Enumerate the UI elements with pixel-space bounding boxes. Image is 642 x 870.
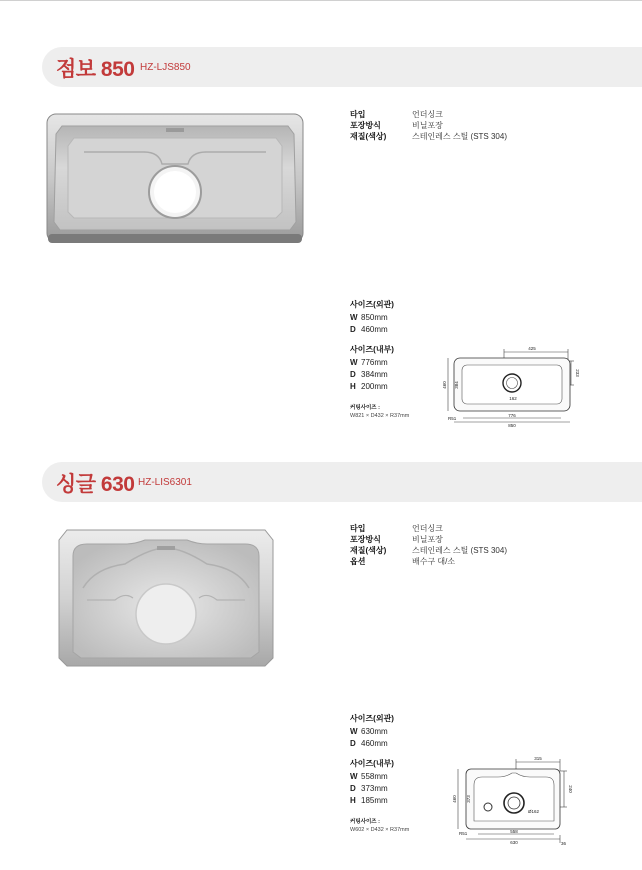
spec-row: 옵션 배수구 대/소 xyxy=(350,557,456,566)
sink-photo-single xyxy=(55,526,277,670)
product-header-single xyxy=(42,462,642,502)
product-title: 점보 850 xyxy=(56,58,135,81)
outer-size-heading: 사이즈(외관) xyxy=(350,714,394,723)
inner-width: W 776mm xyxy=(350,358,388,367)
dim-top: 315 xyxy=(534,756,542,761)
spec-list-jumbo xyxy=(350,109,507,142)
size-info-single xyxy=(350,713,394,807)
spec-row: 포장방식 비닐포장 xyxy=(350,121,443,130)
product-code: HZ-LJS850 xyxy=(140,62,191,73)
dimension-drawing-single xyxy=(450,755,572,847)
cutting-size-jumbo: 커팅사이즈 : W821 × D432 × R37mm xyxy=(350,405,410,419)
dim-top: 425 xyxy=(528,346,536,351)
dim-right: 233 xyxy=(575,369,580,377)
dim-left-outer: 460 xyxy=(452,795,457,803)
outer-width: W 630mm xyxy=(350,727,388,736)
spec-list-single xyxy=(350,523,507,567)
dim-corner: 36 xyxy=(561,841,567,846)
spec-row: 재질(색상) 스테인레스 스틸 (STS 304) xyxy=(350,132,507,141)
inner-depth: D 373mm xyxy=(350,784,388,793)
top-divider xyxy=(0,0,642,1)
outer-width: W 850mm xyxy=(350,313,388,322)
dim-radius: R51 xyxy=(448,416,457,421)
dim-bottom-inner: 558 xyxy=(510,829,518,834)
product-title: 싱글 630 xyxy=(56,473,135,496)
dim-left-outer: 460 xyxy=(442,381,447,389)
cutting-size-single: 커팅사이즈 : W602 × D432 × R37mm xyxy=(350,819,410,833)
dimension-drawing-jumbo xyxy=(440,343,580,431)
inner-size-heading: 사이즈(내부) xyxy=(350,759,394,768)
dim-right: 240 xyxy=(568,785,573,793)
inner-height: H 200mm xyxy=(350,382,388,391)
outer-depth: D 460mm xyxy=(350,739,388,748)
dim-bottom-inner: 776 xyxy=(508,413,516,418)
dim-radius: R51 xyxy=(459,831,468,836)
inner-size-heading: 사이즈(내부) xyxy=(350,345,394,354)
spec-row: 타입 언더싱크 xyxy=(350,110,443,119)
spec-row: 재질(색상) 스테인레스 스틸 (STS 304) xyxy=(350,546,507,555)
spec-row: 포장방식 비닐포장 xyxy=(350,535,443,544)
dim-left-inner: 373 xyxy=(466,795,471,803)
dim-left-inner: 384 xyxy=(454,381,459,389)
inner-depth: D 384mm xyxy=(350,370,388,379)
outer-size-heading: 사이즈(외관) xyxy=(350,300,394,309)
inner-width: W 558mm xyxy=(350,772,388,781)
product-header-jumbo xyxy=(42,47,642,87)
dim-drain: 162 xyxy=(509,396,517,401)
dim-drain: Ø162 xyxy=(528,809,540,814)
dim-bottom-outer: 850 xyxy=(508,423,516,428)
inner-height: H 185mm xyxy=(350,796,388,805)
size-info-jumbo xyxy=(350,299,394,393)
product-code: HZ-LIS6301 xyxy=(138,477,192,488)
dim-bottom-outer: 630 xyxy=(510,840,518,845)
spec-row: 타입 언더싱크 xyxy=(350,524,443,533)
outer-depth: D 460mm xyxy=(350,325,388,334)
sink-photo-jumbo xyxy=(44,112,306,246)
